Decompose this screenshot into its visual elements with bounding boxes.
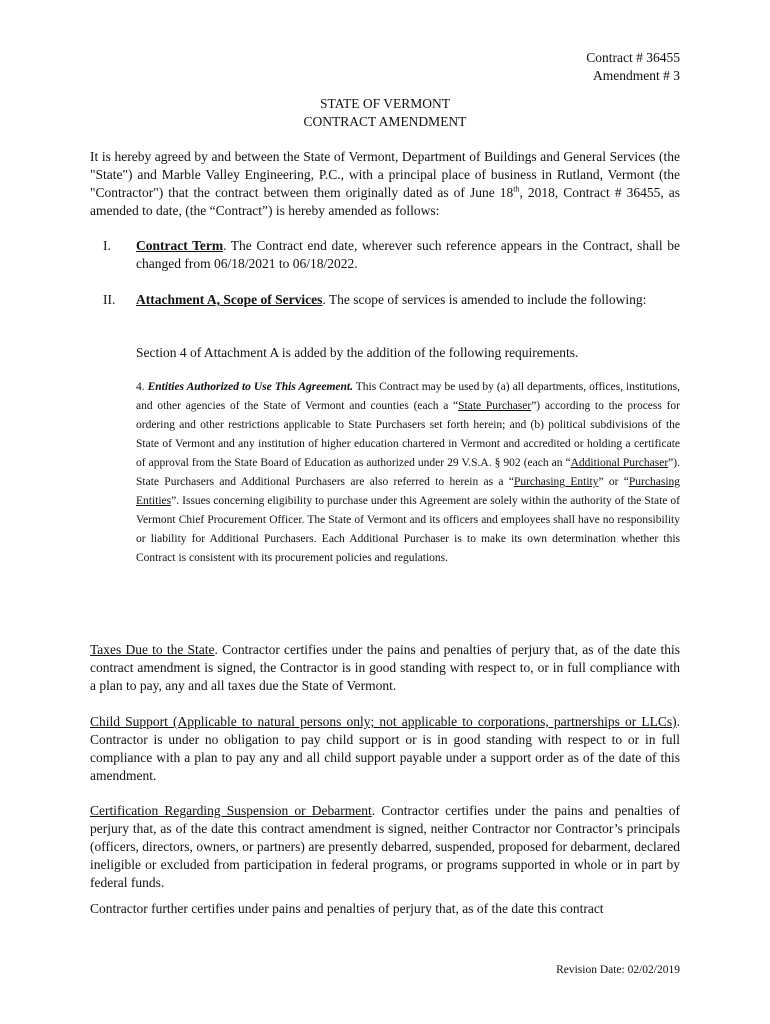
contract-header xyxy=(586,49,680,85)
item-1-paragraph xyxy=(136,237,680,273)
additional-purchaser-term: Additional Purchaser xyxy=(570,457,669,469)
section-4-text-1: This Contract may be used by (a) all departments, offices, institutions, and other agencies of the State of Vermont and counties (each a “ xyxy=(136,381,681,412)
amendment-number: Amendment # 3 xyxy=(593,68,680,83)
debarment-paragraph xyxy=(90,802,680,892)
debarment-heading: Certification Regarding Suspension or Debarment xyxy=(90,803,372,818)
intro-superscript: th xyxy=(513,184,520,194)
section-4-paragraph xyxy=(136,378,680,568)
title-line-1: STATE OF VERMONT xyxy=(320,96,450,111)
section-4-text-3: ”). State Purchasers and Additional Purchasers are also referred to herein as a “ xyxy=(136,457,680,488)
taxes-heading: Taxes Due to the State xyxy=(90,642,215,657)
section-4-text-5: ”. Issues concerning eligibility to purchase under this Agreement are solely within the authority of the State of Vermont Chief Procurement Officer. The State of Vermont and its officers and employees shall have no responsibility or liability for Additional Purchasers. Each Additional Purchaser is to make its own determination whether this Contract is consistent with its procurement policies and regulations. xyxy=(136,495,680,564)
intro-text-b: , 2018, Contract # 36455, as amended to date, (the “Contract”) is hereby amended as follows: xyxy=(90,185,681,218)
document-title xyxy=(0,95,770,131)
section-4-heading: Entities Authorized to Use This Agreement. xyxy=(147,381,353,393)
section-4-number: 4. xyxy=(136,381,148,393)
item-1-text: . The Contract end date, wherever such reference appears in the Contract, shall be changed from 06/18/2021 to 06/18/2022. xyxy=(136,238,680,271)
intro-text-a: It is hereby agreed by and between the State of Vermont, Department of Buildings and General Services (the "State") and Marble Valley Engineering, P.C., with a principal place of business in Rutland, Vermont (the "Contractor") that the contract between them originally dated as of June 18 xyxy=(90,149,680,200)
item-2-heading: Attachment A, Scope of Services xyxy=(136,292,323,307)
purchasing-entity-term: Purchasing Entity xyxy=(513,476,599,488)
state-purchaser-term: State Purchaser xyxy=(458,400,532,412)
title-line-2: CONTRACT AMENDMENT xyxy=(303,114,467,129)
child-support-text: . Contractor is under no obligation to pay child support or is in good standing with respect to or in full compliance with a plan to pay any and all child support payable under a support order as of the date of this amendment. xyxy=(90,714,680,783)
item-2-text: . The scope of services is amended to include the following: xyxy=(322,292,647,307)
section-4-intro: Section 4 of Attachment A is added by the addition of the following requirements. xyxy=(136,345,579,360)
taxes-paragraph xyxy=(90,641,680,695)
item-1-heading: Contract Term xyxy=(136,238,224,253)
purchasing-entities-term: Purchasing Entities xyxy=(136,476,681,507)
item-2-paragraph xyxy=(136,291,680,309)
intro-paragraph xyxy=(90,148,680,220)
section-4-text-4: ” or “ xyxy=(598,476,629,488)
child-support-paragraph xyxy=(90,713,680,785)
taxes-text: . Contractor certifies under the pains and penalties of perjury that, as of the date this contract amendment is signed, the Contractor is in good standing with respect to, or in full compliance with a plan to pay, any and all taxes due the State of Vermont. xyxy=(90,642,680,693)
revision-date: Revision Date: 02/02/2019 xyxy=(556,964,680,976)
child-support-heading: Child Support (Applicable to natural persons only; not applicable to corporations, partnerships or LLCs) xyxy=(90,714,677,729)
item-1-numeral: I. xyxy=(103,238,111,253)
section-4-text-2: ”) according to the process for ordering and other restrictions applicable to State Purchasers set forth herein; and (b) political subdivisions of the State of Vermont and any institution of higher education chartered in Vermont and accredited or holding a certificate of approval from the State Board of Education as authorized under 29 V.S.A. § 902 (each an “ xyxy=(136,400,680,469)
contract-number: Contract # 36455 xyxy=(586,50,680,65)
item-2-numeral: II. xyxy=(103,292,116,307)
debarment-text: . Contractor certifies under the pains and penalties of perjury that, as of the date this contract amendment is signed, neither Contractor nor Contractor’s principals (officers, directors, owners, or partners) are presently debarred, suspended, proposed for debarment, declared ineligible or excluded from participation in federal programs, or programs supported in whole or in part by federal funds. xyxy=(90,803,680,890)
further-certification-text: Contractor further certifies under pains and penalties of perjury that, as of the date this contract xyxy=(90,901,604,916)
